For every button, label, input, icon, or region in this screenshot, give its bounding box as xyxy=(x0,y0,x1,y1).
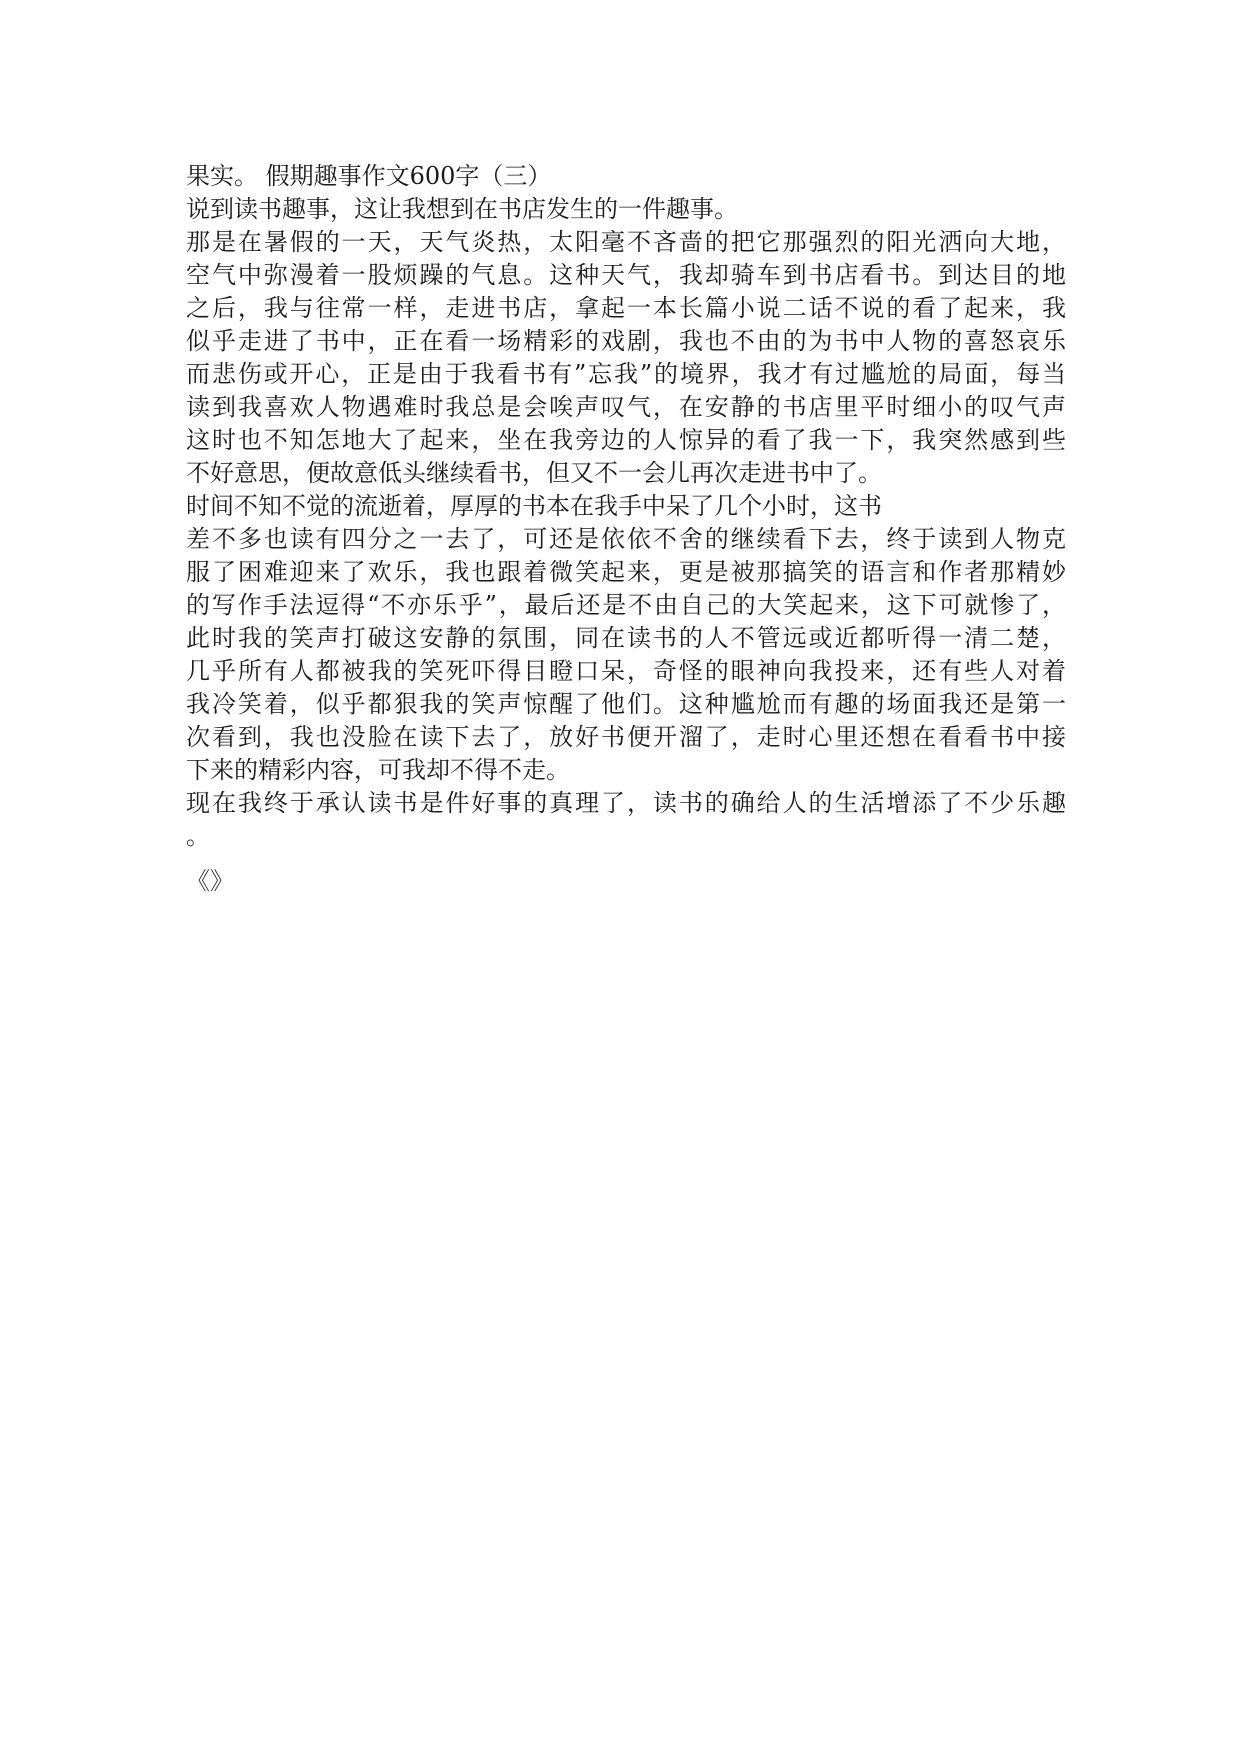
essay-body xyxy=(186,160,1066,853)
book-title-marks: 《》 xyxy=(186,867,234,895)
essay-line: 下来的精彩内容，可我却不得不走。 xyxy=(186,756,570,784)
essay-line: 的写作手法逗得“不亦乐乎”，最后还是不由自己的大笑起来，这下可就惨了， xyxy=(186,591,1066,619)
essay-line: 现在我终于承认读书是件好事的真理了，读书的确给人的生活增添了不少乐趣 xyxy=(186,789,1066,817)
essay-line: 之后，我与往常一样，走进书店，拿起一本长篇小说二话不说的看了起来，我 xyxy=(186,294,1066,322)
essay-line: 果实。 假期趣事作文600字（三） xyxy=(186,162,552,190)
essay-line: 似乎走进了书中，正在看一场精彩的戏剧，我也不由的为书中人物的喜怒哀乐 xyxy=(186,327,1066,355)
essay-line: 。 xyxy=(186,822,210,850)
essay-line: 说到读书趣事，这让我想到在书店发生的一件趣事。 xyxy=(186,195,738,223)
essay-line: 空气中弥漫着一股烦躁的气息。这种天气，我却骑车到书店看书。到达目的地 xyxy=(186,261,1066,289)
essay-line: 服了困难迎来了欢乐，我也跟着微笑起来，更是被那搞笑的语言和作者那精妙 xyxy=(186,558,1066,586)
essay-line: 而悲伤或开心，正是由于我看书有”忘我”的境界，我才有过尴尬的局面，每当 xyxy=(186,360,1066,388)
essay-line: 读到我喜欢人物遇难时我总是会唉声叹气，在安静的书店里平时细小的叹气声 xyxy=(186,393,1066,421)
essay-line: 几乎所有人都被我的笑死吓得目瞪口呆，奇怪的眼神向我投来，还有些人对着 xyxy=(186,657,1066,685)
essay-line: 时间不知不觉的流逝着，厚厚的书本在我手中呆了几个小时，这书 xyxy=(186,492,882,520)
essay-line: 差不多也读有四分之一去了，可还是依依不舍的继续看下去，终于读到人物克 xyxy=(186,525,1066,553)
essay-line: 我冷笑着，似乎都狠我的笑声惊醒了他们。这种尴尬而有趣的场面我还是第一 xyxy=(186,690,1066,718)
essay-line: 不好意思，便故意低头继续看书，但又不一会儿再次走进书中了。 xyxy=(186,459,882,487)
essay-line: 这时也不知怎地大了起来，坐在我旁边的人惊异的看了我一下，我突然感到些 xyxy=(186,426,1066,454)
essay-line: 此时我的笑声打破这安静的氛围，同在读书的人不管远或近都听得一清二楚， xyxy=(186,624,1066,652)
essay-line: 那是在暑假的一天，天气炎热，太阳毫不吝啬的把它那强烈的阳光洒向大地， xyxy=(186,228,1066,256)
essay-line: 次看到，我也没脸在读下去了，放好书便开溜了，走时心里还想在看看书中接 xyxy=(186,723,1066,751)
